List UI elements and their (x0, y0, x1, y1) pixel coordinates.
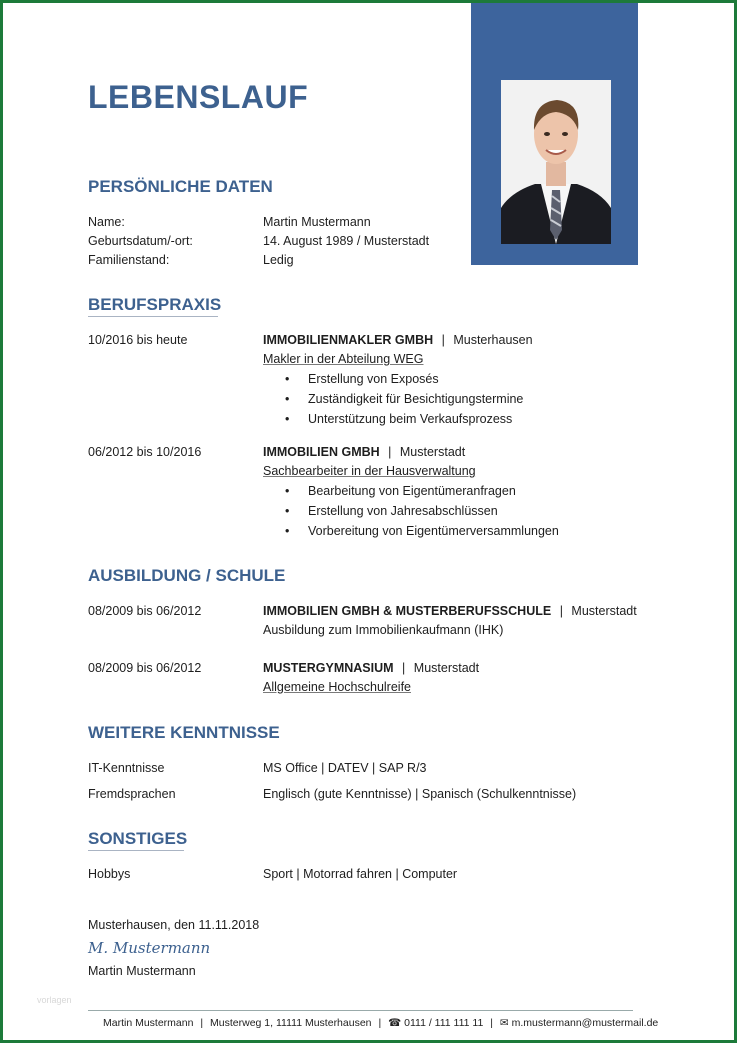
education-period: 08/2009 bis 06/2012 (88, 661, 202, 675)
section-divider (88, 850, 184, 851)
education-institution-line (263, 661, 479, 676)
skill-label: IT-Kenntnisse (88, 761, 165, 775)
footer-phone: 0111 / 111 111 11 (404, 1017, 484, 1029)
job-company: IMMOBILIENMAKLER GMBH (263, 333, 434, 347)
separator: | (402, 661, 406, 675)
education-degree: Ausbildung zum Immobilienkaufmann (IHK) (263, 623, 504, 637)
bullet-icon: • (285, 392, 290, 406)
job-task: Zuständigkeit für Besichtigungstermine (308, 392, 524, 406)
separator: | (388, 445, 392, 459)
photo-band (471, 3, 638, 265)
separator: | (378, 1017, 382, 1029)
education-institution: IMMOBILIEN GMBH & MUSTERBERUFSSCHULE (263, 604, 552, 618)
hobby-label: Hobbys (88, 867, 131, 881)
education-city: Musterstadt (571, 604, 637, 618)
job-role: Makler in der Abteilung WEG (263, 352, 424, 366)
label-name: Name: (88, 215, 125, 229)
footer-divider (88, 1010, 633, 1011)
separator: | (559, 604, 563, 618)
footer-name: Martin Mustermann (103, 1017, 194, 1029)
portrait-image (501, 80, 611, 244)
job-period: 10/2016 bis heute (88, 333, 188, 347)
separator: | (490, 1017, 493, 1029)
separator: | (441, 333, 445, 347)
job-employer (263, 445, 465, 460)
job-company: IMMOBILIEN GMBH (263, 445, 380, 459)
education-institution-line (263, 604, 637, 619)
signature: M. Mustermann (88, 939, 211, 957)
label-birth: Geburtsdatum/-ort: (88, 234, 193, 248)
job-role: Sachbearbeiter in der Hausverwaltung (263, 464, 476, 478)
value-birth: 14. August 1989 / Musterstadt (263, 234, 430, 248)
section-heading-education: AUSBILDUNG / SCHULE (88, 566, 286, 585)
education-institution: MUSTERGYMNASIUM (263, 661, 394, 675)
signer-name: Martin Mustermann (88, 964, 196, 978)
footer-address: Musterweg 1, 11111 Musterhausen (210, 1017, 372, 1029)
label-marital: Familienstand: (88, 253, 170, 267)
hobby-value: Sport | Motorrad fahren | Computer (263, 867, 458, 881)
bullet-icon: • (285, 484, 290, 498)
job-task: Bearbeitung von Eigentümeranfragen (308, 484, 516, 498)
job-city: Musterstadt (399, 445, 466, 459)
phone-icon: ☎ (388, 1017, 402, 1029)
footer (103, 1017, 658, 1029)
profile-photo (501, 80, 611, 244)
section-heading-experience: BERUFSPRAXIS (88, 295, 222, 314)
job-city: Musterhausen (453, 333, 533, 347)
separator: | (200, 1017, 204, 1029)
section-divider (88, 316, 218, 317)
education-degree: Allgemeine Hochschulreife (263, 680, 411, 694)
bullet-icon: • (285, 412, 290, 426)
education-city: Musterstadt (413, 661, 480, 675)
skill-value: MS Office | DATEV | SAP R/3 (263, 761, 427, 775)
section-heading-misc: SONSTIGES (88, 829, 188, 848)
mail-icon: ✉ (499, 1017, 509, 1029)
job-period: 06/2012 bis 10/2016 (88, 445, 202, 459)
footer-email[interactable]: m.mustermann@mustermail.de (511, 1017, 659, 1029)
place-date: Musterhausen, den 11.11.2018 (88, 918, 260, 932)
page-title: LEBENSLAUF (88, 79, 309, 115)
bullet-icon: • (285, 504, 290, 518)
job-employer (263, 333, 533, 348)
bullet-icon: • (285, 524, 290, 538)
bullet-icon: • (285, 372, 290, 386)
section-heading-personal: PERSÖNLICHE DATEN (88, 177, 273, 196)
skill-value: Englisch (gute Kenntnisse) | Spanisch (Schulkenntnisse) (263, 787, 577, 801)
section-heading-skills: WEITERE KENNTNISSE (88, 723, 280, 742)
job-task: Erstellung von Exposés (308, 372, 439, 386)
value-name: Martin Mustermann (263, 215, 371, 229)
job-task: Vorbereitung von Eigentümerversammlungen (308, 524, 559, 538)
value-marital: Ledig (263, 253, 294, 267)
watermark: vorlagen (37, 995, 72, 1005)
skill-label: Fremdsprachen (88, 787, 176, 801)
job-task: Unterstützung beim Verkaufsprozess (308, 412, 513, 426)
education-period: 08/2009 bis 06/2012 (88, 604, 202, 618)
job-task: Erstellung von Jahresabschlüssen (308, 504, 498, 518)
